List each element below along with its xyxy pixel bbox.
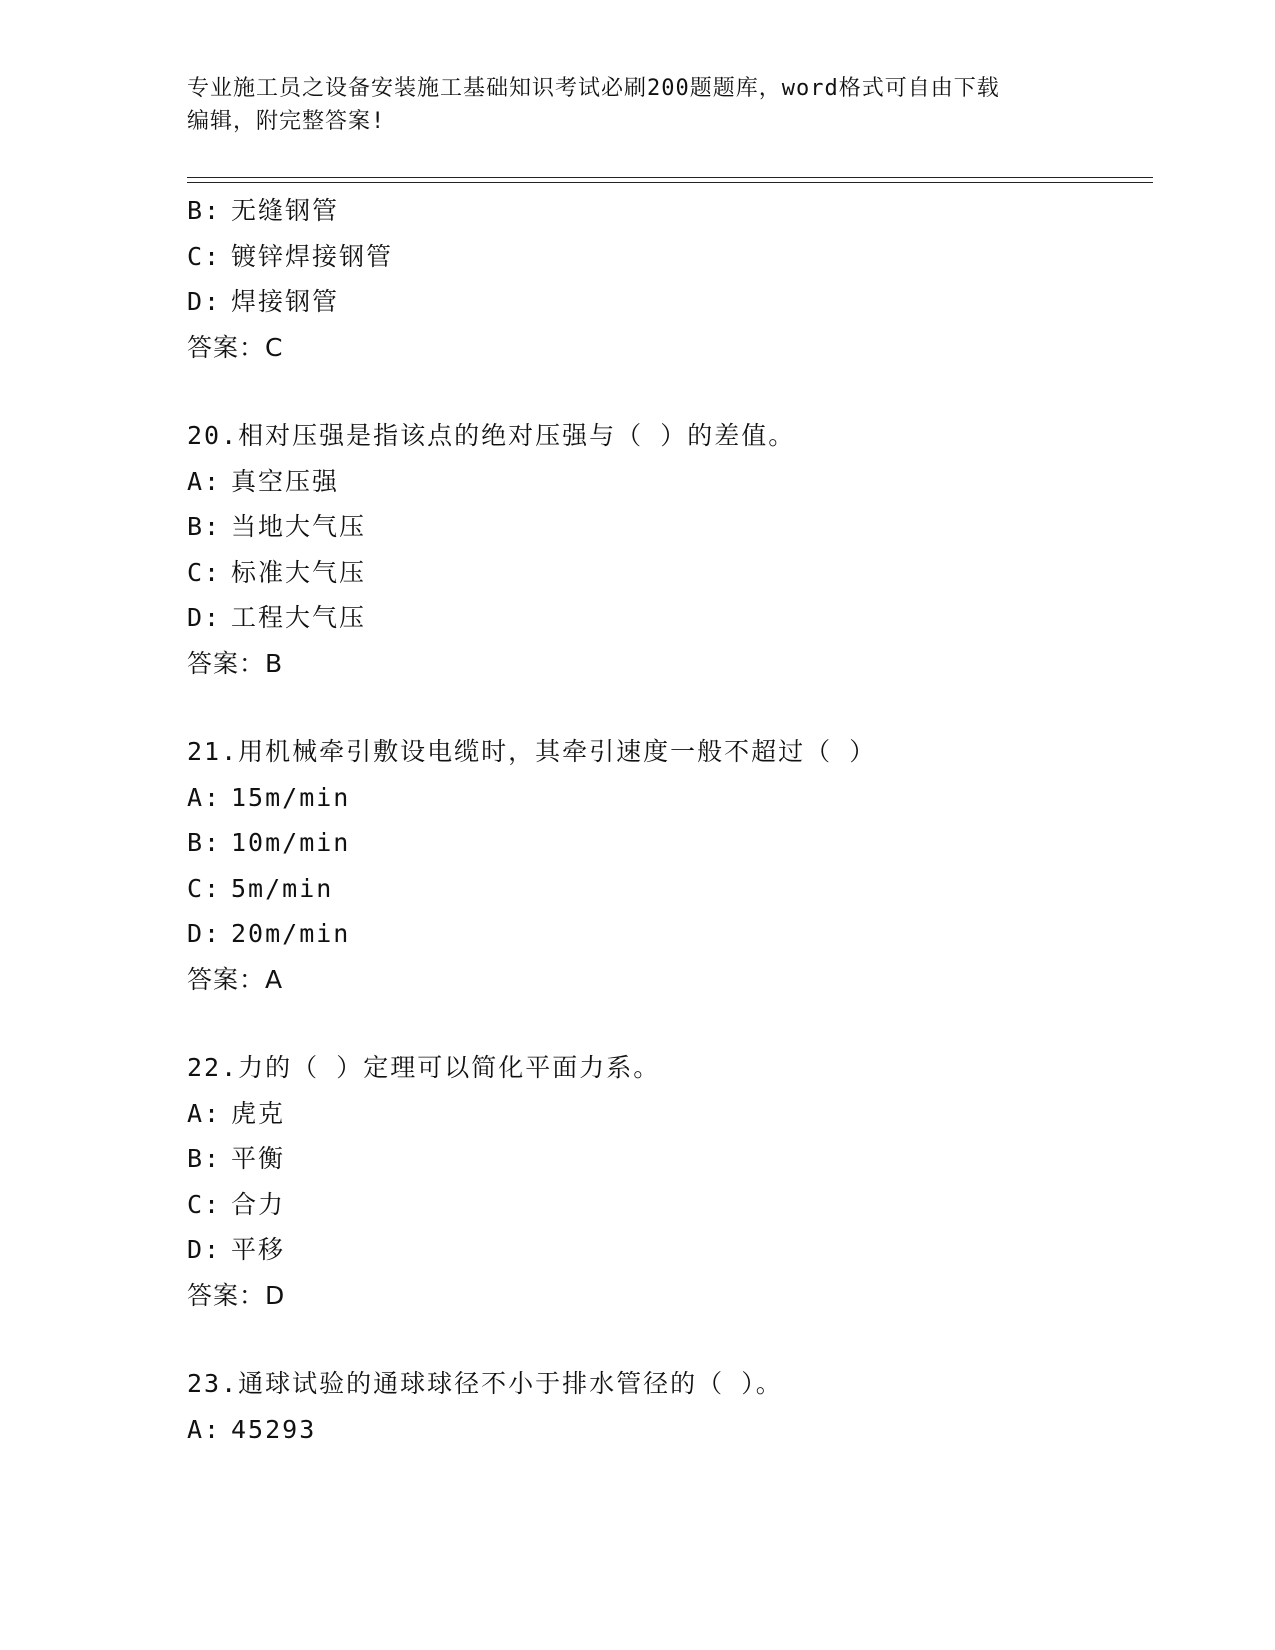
option-letter: A: [187,1098,222,1128]
option-text: 真空压强 [231,466,340,496]
option-row [187,234,1153,280]
option-letter: D: [187,287,222,316]
question-text: 20.相对压强是指该点的绝对压强与（ ）的差值。 [187,421,796,450]
option-text: 10m/min [231,828,351,857]
option-row [187,595,1153,641]
option-letter: B: [187,828,222,857]
option-row [187,1136,1153,1182]
question-list [187,188,1153,1452]
option-row [187,1407,1153,1453]
document-header [187,72,1067,138]
option-letter: A: [187,782,222,812]
option-text: 5m/min [231,873,334,903]
option-text: 镀锌焊接钢管 [231,241,394,271]
header-divider-top [187,177,1153,178]
option-row [187,911,1153,957]
option-letter: B: [187,1144,222,1173]
option-letter: D: [187,1235,222,1264]
option-text: 当地大气压 [231,512,367,541]
option-text: 虎克 [231,1098,286,1128]
header-title-line-2: 编辑，附完整答案! [187,109,386,134]
option-letter: A: [187,466,222,496]
option-text: 平衡 [231,1144,286,1173]
option-row [187,1182,1153,1228]
option-text: 15m/min [231,782,351,812]
question-block-22 [187,1045,1153,1318]
question-block-20 [187,413,1153,686]
option-row [187,866,1153,912]
answer-line: 答案：C [187,332,284,362]
option-letter: C: [187,873,222,903]
option-text: 焊接钢管 [231,287,340,316]
option-text: 45293 [231,1414,317,1444]
option-letter: B: [187,512,222,541]
option-text: 标准大气压 [231,557,367,587]
option-row [187,1091,1153,1137]
option-letter: D: [187,919,222,948]
option-row [187,550,1153,596]
option-letter: C: [187,241,222,271]
option-text: 工程大气压 [231,603,367,632]
header-divider-bottom [187,182,1153,183]
option-row [187,188,1153,234]
option-letter: C: [187,557,222,587]
option-row [187,1227,1153,1273]
option-letter: A: [187,1414,222,1444]
option-row [187,279,1153,325]
option-row [187,504,1153,550]
option-text: 无缝钢管 [231,196,340,225]
question-text: 21.用机械牵引敷设电缆时，其牵引速度一般不超过（ ） [187,737,877,766]
answer-line: 答案：B [187,648,284,678]
answer-line: 答案：A [187,964,284,994]
option-letter: C: [187,1189,222,1219]
question-block-19 [187,188,1153,370]
header-title-line-1: 专业施工员之设备安装施工基础知识考试必刷200题题库，word格式可自由下载 [187,76,1000,101]
option-letter: D: [187,603,222,632]
question-text: 23.通球试验的通球球径不小于排水管径的（ ）。 [187,1369,783,1398]
option-row [187,820,1153,866]
answer-line: 答案：D [187,1280,286,1310]
question-block-21 [187,729,1153,1002]
option-row [187,459,1153,505]
option-text: 20m/min [231,919,351,948]
question-block-23 [187,1361,1153,1452]
option-letter: B: [187,196,222,225]
option-text: 合力 [231,1189,286,1219]
question-text: 22.力的（ ）定理可以简化平面力系。 [187,1053,661,1082]
option-text: 平移 [231,1235,286,1264]
option-row [187,775,1153,821]
